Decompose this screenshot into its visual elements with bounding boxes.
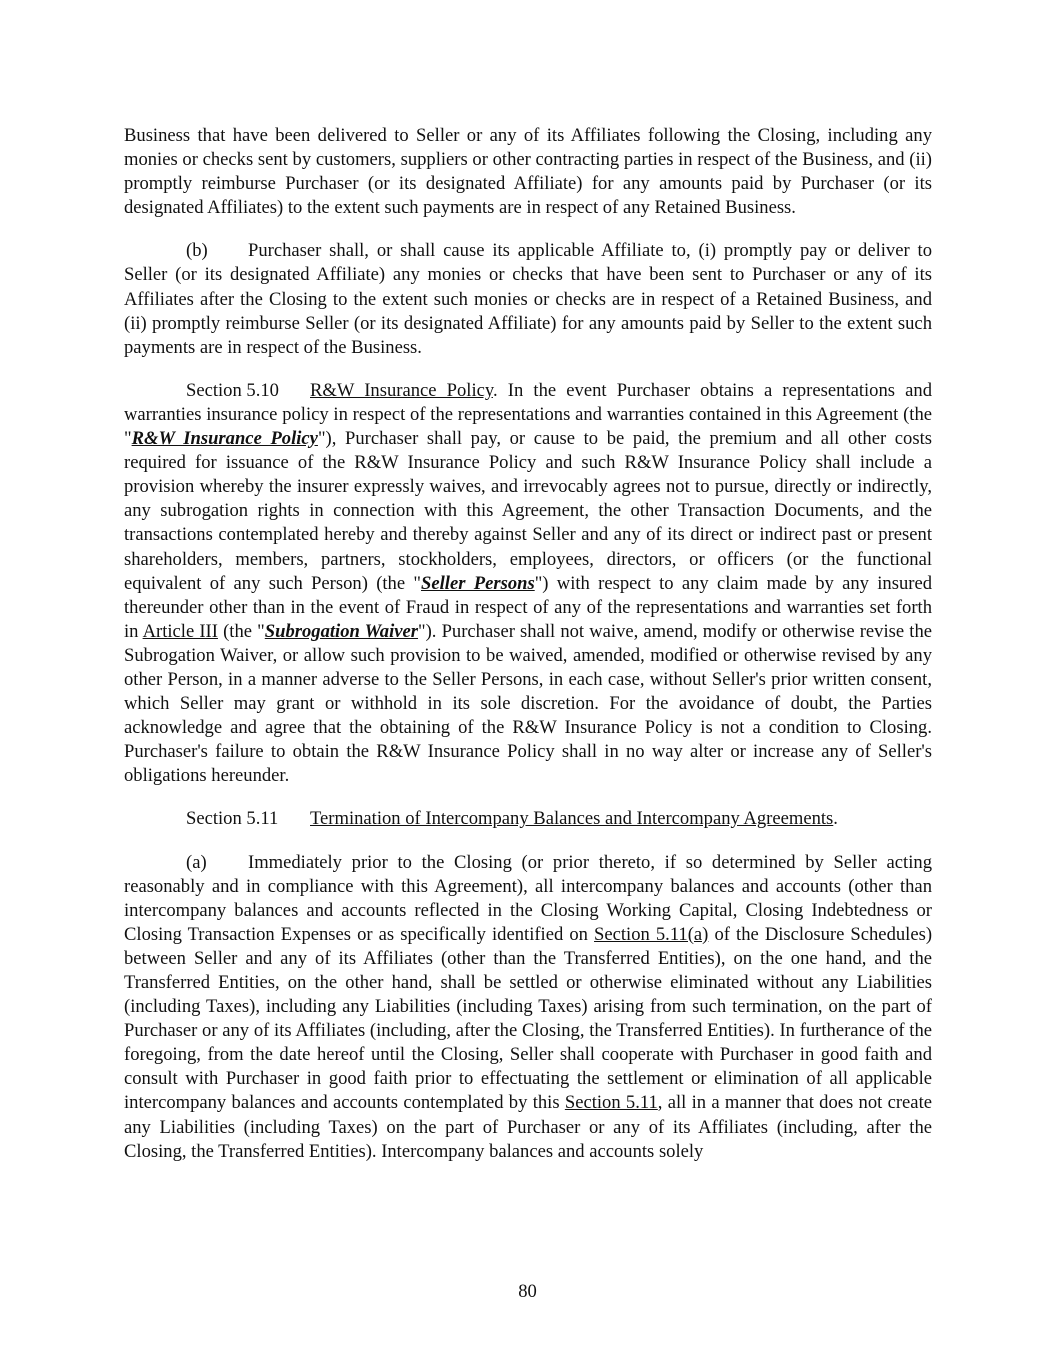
clause-label: (a) — [186, 851, 207, 873]
paragraph-text: Purchaser shall, or shall cause its applicable Affiliate to, (i) promptly pay or deliver to Seller (or its designated Affiliate) any monies or checks that have been sent to Purchaser or any of its Affiliates after the Closing to the extent such monies or checks are in respect of a Retained Business, and (ii) promptly reimburse Seller (or its designated Affiliate) for any amounts paid by Seller to the extent such payments are in respect of the Business. — [124, 240, 932, 358]
section-text: . — [833, 808, 838, 830]
defined-term: Seller Persons — [421, 572, 535, 594]
document-page — [124, 124, 932, 1183]
clause-label: (b) — [186, 240, 208, 262]
paragraph-b — [124, 239, 932, 359]
section-text: "), Purchaser shall pay, or cause to be paid, the premium and all other costs required for issuance of the R&W Insurance Policy and such R&W Insurance Policy shall include a provision whereby the insurer expressly waives, and irrevocably agrees not to pursue, directly or indirectly, any subrogation rights in connection with this Agreement, the other Transaction Documents, and the transactions contemplated hereby and thereby against Seller and any of its direct or indirect past or present shareholders, members, partners, stockholders, employees, directors, or officers (or the functional equivalent of any such Person) (the " — [124, 428, 932, 594]
section-title: Termination of Intercompany Balances and Intercompany Agreements — [310, 808, 834, 830]
section-number: Section 5.10 — [186, 379, 279, 401]
paragraph-a — [124, 851, 932, 1164]
paragraph-text: Business that have been delivered to Seller or any of its Affiliates following the Closing, including any monies or checks sent by customers, suppliers or other contracting parties in respect of the Business, and (ii) promptly reimburse Purchaser (or its designated Affiliate) for any amounts paid by Purchaser (or its designated Affiliates) to the extent such payments are in respect of any Retained Business. — [124, 125, 932, 219]
paragraph-text: , all in a manner that does not create any Liabilities (including Taxes) on the part of Purchaser or any of its Affiliates (including, after the Closing, the Transferred Entities). Intercompany balances and accounts solely — [124, 1092, 932, 1162]
defined-term: R&W Insurance Policy — [131, 428, 318, 450]
paragraph-text: of the Disclosure Schedules) between Seller and any of its Affiliates (other than the Transferred Entities), on the one hand, and the Transferred Entities, on the other hand, shall be settled or otherwise eliminated without any Liabilities (including Taxes), including any Liabilities (including Taxes) arising from such termination, on the part of Purchaser or any of its Affiliates (including, after the Closing, the Transferred Entities). In furtherance of the foregoing, from the date hereof until the Closing, Seller shall cooperate with Purchaser in good faith and consult with Purchaser in good faith prior to effectuating the settlement or elimination of all applicable intercompany balances and accounts contemplated by this — [124, 923, 933, 1114]
defined-term: Subrogation Waiver — [264, 620, 419, 642]
paragraph-text: Immediately prior to the Closing (or prior thereto, if so determined by Seller acting reasonably and in compliance with this Agreement), all intercompany balances and accounts (other than intercompany balances and accounts reflected in the Closing Working Capital, Closing Indebtedness or Closing Transaction Expenses or as specifically identified on — [124, 851, 932, 945]
section-number: Section 5.11 — [186, 808, 279, 830]
page-number: 80 — [518, 1281, 537, 1302]
cross-reference: Article III — [142, 620, 218, 642]
cross-reference: Section 5.11 — [564, 1092, 658, 1114]
section-5-10 — [124, 379, 932, 789]
section-text: . In the event Purchaser obtains a representations and warranties insurance policy in respect of the representations and warranties contained in this Agreement (the " — [124, 379, 932, 450]
cross-reference: Section 5.11(a) — [594, 923, 709, 945]
section-text: (the " — [217, 620, 265, 642]
section-title: R&W Insurance Policy — [310, 379, 493, 401]
section-5-11-heading — [124, 807, 932, 831]
section-text: "). Purchaser shall not waive, amend, modify or otherwise revise the Subrogation Waiver, or allow such provision to be waived, amended, modified or otherwise revised by any other Person, in a manner adverse to the Seller Persons, in each case, without Seller's prior written consent, which Seller may grant or withhold in its sole discretion. For the avoidance of doubt, the Parties acknowledge and agree that the obtaining of the R&W Insurance Policy is not a condition to Closing. Purchaser's failure to obtain the R&W Insurance Policy shall in no way alter or increase any of Seller's obligations hereunder. — [124, 620, 932, 787]
paragraph-continuation — [124, 124, 932, 220]
section-text: ") with respect to any claim made by any insured thereunder other than in the event of Fraud in respect of any of the representations and warranties set forth in — [124, 572, 932, 642]
